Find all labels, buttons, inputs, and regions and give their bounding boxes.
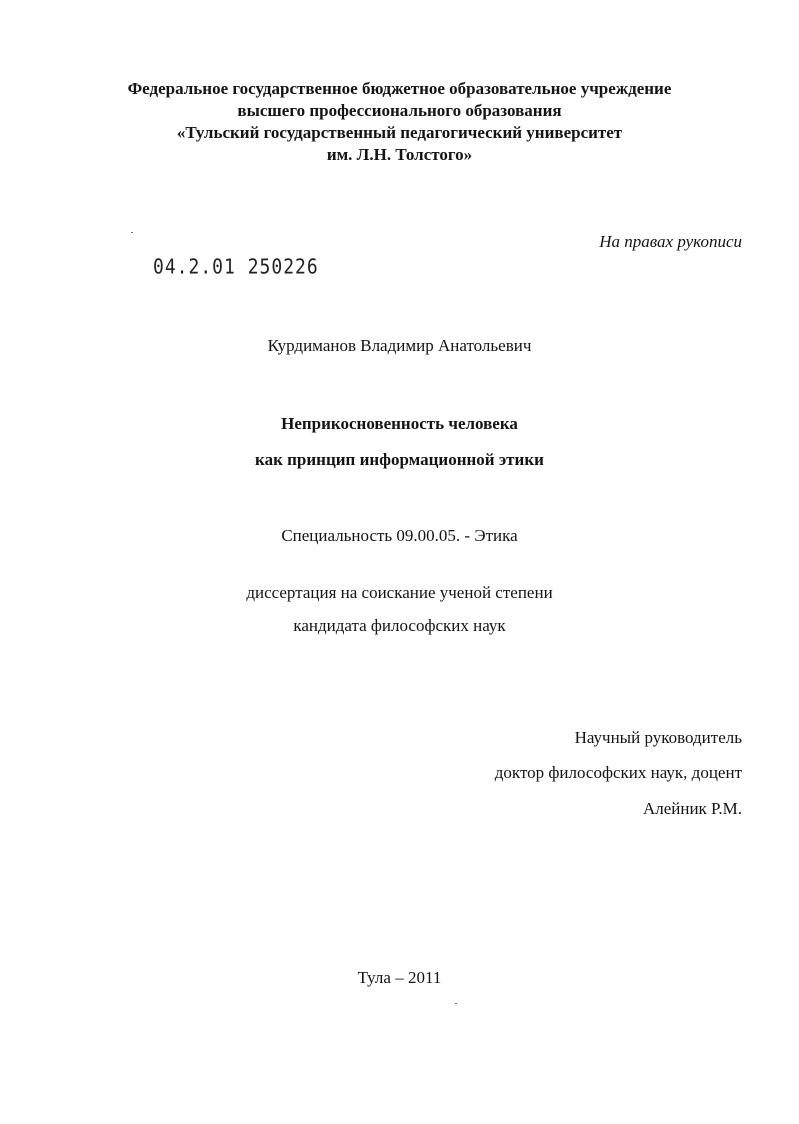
manuscript-note: На правах рукописи (599, 232, 742, 251)
scan-speck (455, 1003, 457, 1004)
supervisor-credentials: доктор философских наук, доцент (494, 763, 742, 782)
institution-line-3: «Тульский государственный педагогический университет (176, 123, 623, 142)
dissertation-title-line-2: как принцип информационной этики (255, 450, 544, 469)
archive-stamp-number: 04.2.01 250226 (153, 255, 319, 280)
supervisor-label: Научный руководитель (574, 728, 742, 747)
supervisor-name: Алейник Р.М. (642, 799, 742, 818)
institution-line-2: высшего профессионального образования (237, 101, 562, 120)
author-name: Курдиманов Владимир Анатольевич (267, 336, 532, 355)
dissertation-title-line-1: Неприкосновенность человека (281, 414, 518, 433)
scan-speck (131, 232, 133, 233)
place-year: Тула – 2011 (357, 968, 442, 987)
degree-line-1: диссертация на соискание ученой степени (246, 583, 553, 602)
specialty: Специальность 09.00.05. - Этика (281, 526, 518, 545)
institution-line-4: им. Л.Н. Толстого» (326, 145, 473, 164)
institution-line-1: Федеральное государственное бюджетное образовательное учреждение (127, 79, 672, 98)
degree-line-2: кандидата философских наук (293, 616, 506, 635)
